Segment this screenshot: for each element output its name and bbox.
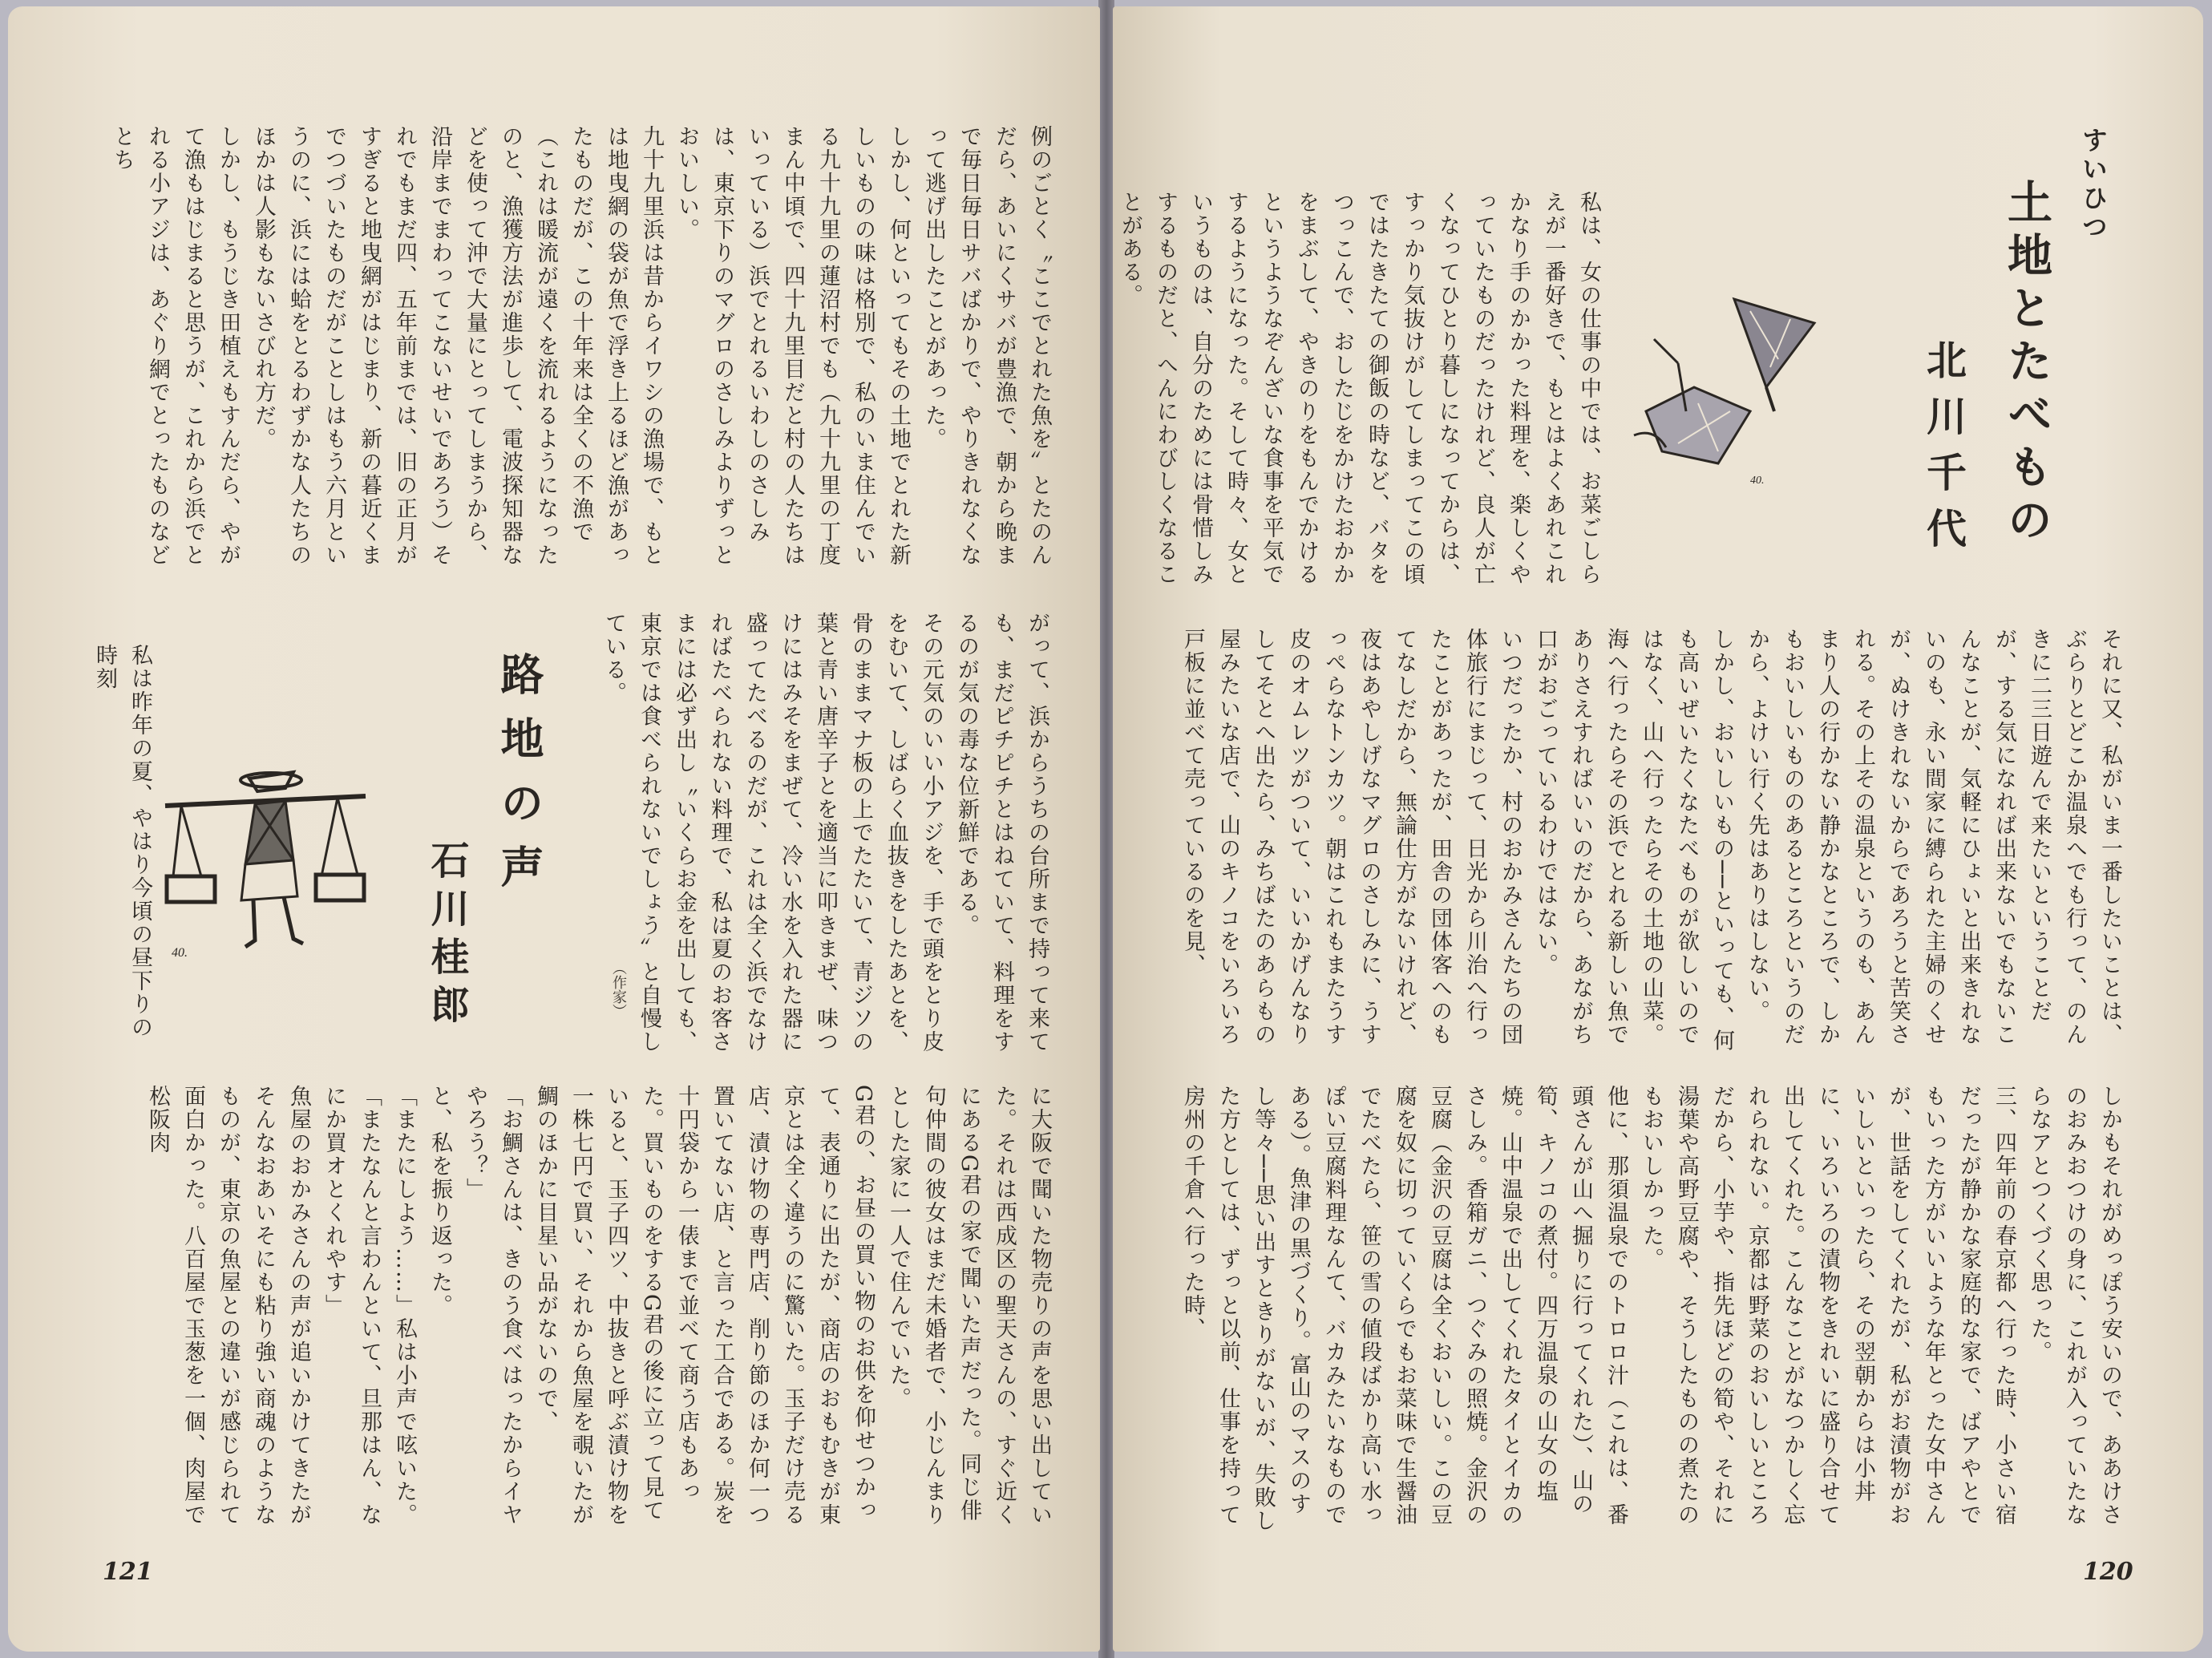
essay2-author: 石川桂郎 — [424, 840, 469, 1033]
page-number-121: 121 — [103, 1558, 153, 1586]
essay2-title: 路地の声 — [494, 652, 545, 908]
page-121 — [8, 6, 1100, 1652]
essay1-author: 北川千代 — [1920, 339, 1967, 564]
essay1-body-middle: それに又、私がいま一番したいことは、ぶらりとどこか温泉へでも行って、のんきに二三日遊んで来たいということだが、する気になれば出来ないでもないこんなことが、気軽にひょいと出来きれないのも、永い間家に縛られた主婦のくせが、ぬけきれないからであろうと苦笑される。その上その温泉というのも、あんまり人の行かない静かなところで、しかもおいしいもののあるところというのだから、よけい行く先はありはしない。 しかし、おいしいもの──といっても、何も高いぜいたくなたべものが欲しいのではなく、山へ行ったらその土地の山菜。海へ行ったらその浜でとれる新しい魚でありさえすればいいのだから、あながち口がおごっているわけではない。 いつだったか、村のおかみさんたちの団体旅行にまじって、日光から川治へ行ったことがあったが、田舎の団体客へのもてなしだから、無論仕方がないけれど、夜はあやしげなマグロのさしみに、うすっぺらなトンカツ。朝はこれもまたうす皮のオムレツがついて、いいかげんなりしてそとへ出たら、みちばたのあらもの屋みたいな店で、山のキノコをいろいろ戸板に並べて売っているのを見、 — [1180, 628, 2122, 1053]
author-role-label: （作家） — [610, 960, 627, 1018]
section-label: すいひつ — [2078, 127, 2109, 242]
essay1-continuation-top: 例のごとく〝ここでとれた魚を〟とたのんだら、あいにくサバが豊漁で、朝から晩まで毎日毎日サバばかりで、やりきれなくなって逃げ出したことがあった。 しかし、何といってもその土地でとれた新しいものの味は格別で、私のいま住んでいる九十九里の蓮沼村でも（九十九里の丁度まん中頃で、四十九里目だと村の人たちはいっている）浜でとれるいわしのさしみは、東京下りのマグロのさしみよりずっとおいしい。 九十九里浜は昔からイワシの漁場で、もとは地曳網の袋が魚で浮き上るほど漁があったものだが、この十年来は全くの不漁で（これは暖流が遠くを流れるようになったのと、漁獲方法が進歩して、電波探知器などを使って沖で大量にとってしまうから、沿岸までまわってこないせいであろう）それでもまだ四、五年前までは、旧の正月がすぎると地曳網がはじまり、新の暮近くまでつづいたものだがことしはもう六月というのに、浜には蛤をとるわずかな人たちのほかは人影もないさびれ方だ。 しかし、もうじき田植えもすんだら、やがて漁もはじまると思うが、これから浜でとれる小アジは、あぐり網でとったものなどとち — [110, 125, 1052, 567]
essay1-title: 土地とたべもの — [2000, 179, 2053, 549]
page-number-120: 120 — [2083, 1558, 2133, 1586]
page-120 — [1113, 6, 2203, 1652]
essay2-body-bottom: に大阪で聞いた物売りの声を思い出していた。それは西成区の聖天さんの、すぐ近くにあるG君の家で聞いた声だった。同じ俳句仲間の彼女はまだ未婚者で、小じんまりとした家に一人で住んでいた。 G君の、お昼の買い物のお供を仰せつかって、表通りに出たが、商店のおもむきが東京とは全く違うのに驚いた。玉子だけ売る店、漬け物の専門店、削り節のほか何一つ置いてない店、と言った工合である。炭を十円袋から一俵まで並べて商う店もあった。買いものをするG君の後に立って見ていると、玉子四ツ、中抜きと呼ぶ漬け物を一株七円で買い、それから魚屋を覗いたが鯛のほかに目星い品がないので、 「お鯛さんは、きのう食べはったからイヤやろう？」 と、私を振り返った。 「またにしよう……」私は小声で呟いた。 「またなんと言わんといて、旦那はん、なにか買オとくれやす」 魚屋のおかみさんの声が追いかけてきたがそんなおあいそにも粘り強い商魂のようなものが、東京の魚屋との違いが感じられて面白かった。八百屋で玉葱を一個、肉屋で松阪肉 — [145, 1085, 1052, 1527]
svg-text:40.: 40. — [1750, 475, 1765, 487]
essay1-body-bottom: しかもそれがめっぽう安いので、ああけさのおみおつけの身に、これが入っていたならなアとつくづく思った。 三、四年前の春京都へ行った時、小さい宿だったが静かな家庭的な家で、ばアやとでもいった方がいいような年とった女中さんが、世話をしてくれたが、私がお漬物がおいしいといったら、その翌朝からは小丼に、いろいろの漬物をきれいに盛り合せて出してくれた。こんなことがなつかしく忘れられない。京都は野菜のおいしいところだから、小芋や、指先ほどの筍や、それに湯葉や高野豆腐や、そうしたものの煮たのもおいしかった。 他に、那須温泉でのトロロ汁（これは、番頭さんが山へ掘りに行ってくれた）、山の筍、キノコの煮付。四万温泉の山女の塩焼。山中温泉で出してくれたタイとイカのさしみ。香箱ガニ、つぐみの照焼。金沢の豆腐（金沢の豆腐は全くおいしい。この豆腐を奴に切っていくらでもお菜味で生醤油でたべたら、笹の雪の値段ばかり高い水っぽい豆腐料理なんて、バカみたいなものである）。魚津の黒づくり。富山のマスのすし等々──思い出すときりがないが、失敗した方としては、ずっと以前、仕事を持って房州の千倉へ行った時、 — [1180, 1085, 2122, 1533]
svg-text:40.: 40. — [172, 946, 188, 960]
essay1-continuation-middle: がって、浜からうちの台所まで持って来ても、まだピチピチとはねていて、料理をするのが気の毒な位新鮮である。 その元気のいい小アジを、手で頭をとり皮をむいて、しばらく血抜きをしたあとを、骨のままマナ板の上でたたいて、青ジソの葉と青い唐辛子とを適当に叩きまぜ、味つけにはみそをまぜて、冷い水を入れた器に盛ってたべるのだが、これは全く浜でなければたべられない料理で、私は夏のお客さまには必ず出し〝いくらお金を出しても、東京では食べられないでしょう〟と自慢している。 — [601, 612, 1049, 1053]
morning-glory-illustration — [1630, 291, 1830, 491]
essay1-intro: 私は、女の仕事の中では、お菜ごしらえが一番好きで、もとはよくあれこれかなり手のかかった料理を、楽しくやっていたものだったけれど、良人が亡くなってひとり暮しになってからは、すっかり気抜けがしてしまってこの頃ではたきたての御飯の時など、バタをつっこんで、おしたじをかけたおかかをまぶして、やきのりをもんでかけるというようなぞんざいな食事を平気でするようになった。そして時々、女というものは、自分のためには骨惜しみするものだと、へんにわびしくなることがある。 — [1118, 191, 1601, 586]
street-vendor-illustration — [165, 756, 366, 964]
essay2-intro: 私は昨年の夏、やはり今頃の昼下りの時刻 — [92, 644, 152, 1039]
